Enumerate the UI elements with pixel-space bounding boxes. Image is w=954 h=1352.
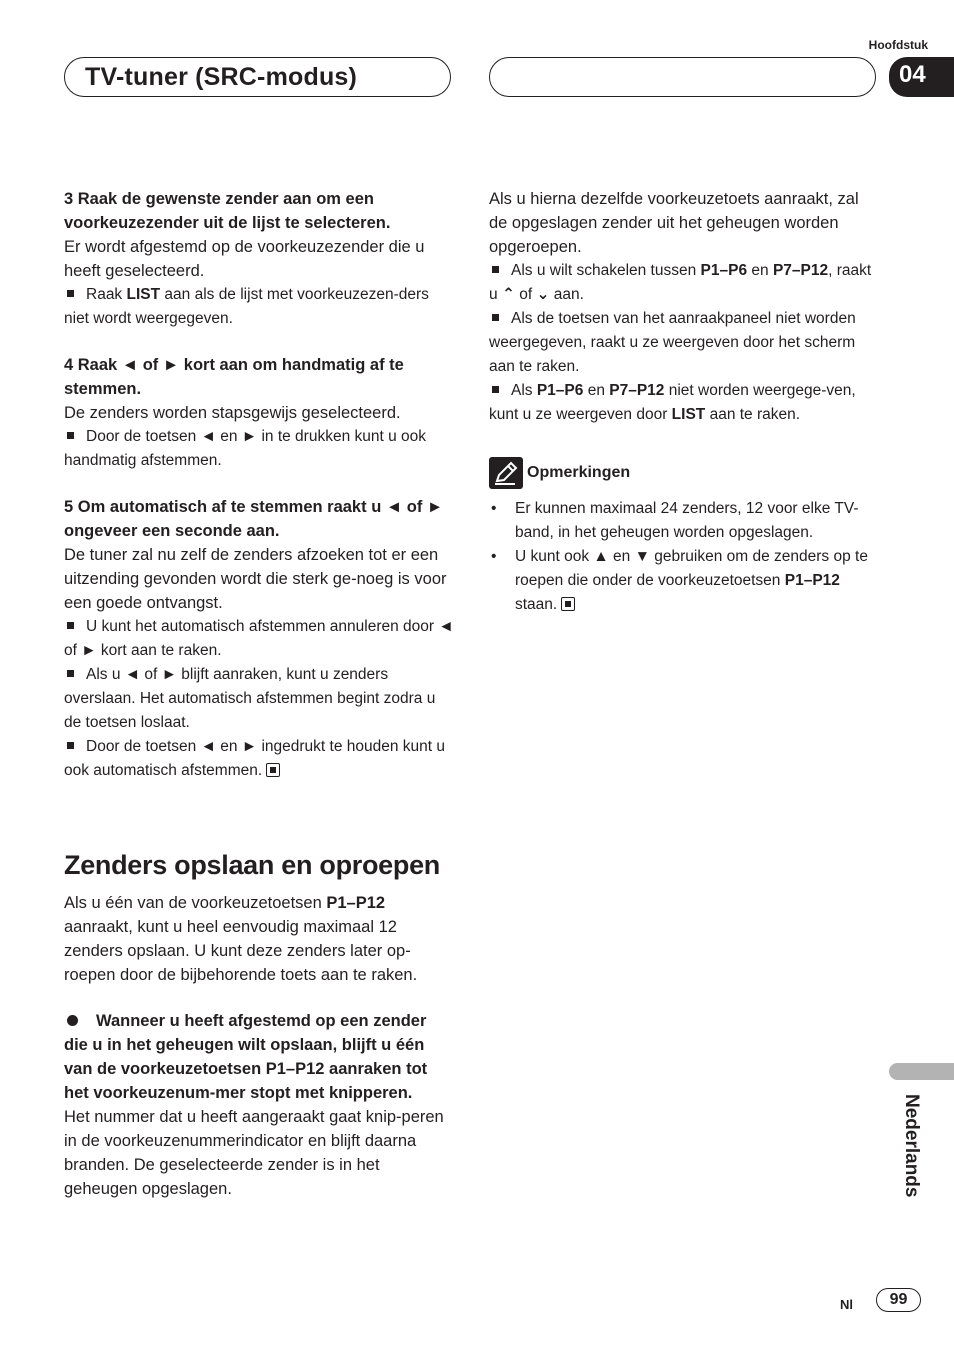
language-label: Nederlands xyxy=(901,1094,922,1198)
right-note-2: Als de toetsen van het aanraakpaneel niet worden weergegeven, raakt u ze weergeven door het scherm aan te raken. xyxy=(489,310,856,375)
step5-note-2: Als u ◄ of ► blijft aanraken, kunt u zenders overslaan. Het automatisch afstemmen begint zodra u de toetsen loslaat. xyxy=(64,666,436,731)
step5-note-3: Door de toetsen ◄ en ► ingedrukt te houden kunt u ook automatisch afstemmen. xyxy=(64,738,445,779)
page-number: 99 xyxy=(876,1288,921,1312)
step4-note: Door de toetsen ◄ en ► in te drukken kunt u ook handmatig afstemmen. xyxy=(64,428,427,469)
chapter-title: TV-tuner (SRC-modus) xyxy=(85,63,358,91)
round-bullet-icon xyxy=(67,1015,78,1026)
chapter-title-box xyxy=(64,57,451,97)
square-bullet-icon xyxy=(67,670,74,677)
language-code: Nl xyxy=(840,1297,853,1312)
step3-note: Raak LIST aan als de lijst met voorkeuzezen-ders niet wordt weergegeven. xyxy=(64,286,429,327)
end-mark-icon xyxy=(561,597,575,611)
double-chevron-down-icon: ⌄ xyxy=(536,286,550,303)
section-body xyxy=(64,891,454,1201)
section-intro: Als u één van de voorkeuzetoetsen P1–P12 aanraakt, kunt u heel eenvoudig maximaal 12 zenders opslaan. U kunt deze zenders later op-roepen door de bijbehorende toets aan te raken. xyxy=(64,894,418,984)
square-bullet-icon xyxy=(492,314,499,321)
notes-bullet-2: • U kunt ook ▲ en ▼ gebruiken om de zenders op te roepen die onder de voorkeuzetoetsen P1–P12 staan. xyxy=(489,545,879,617)
square-bullet-icon xyxy=(67,742,74,749)
double-chevron-up-icon: ⌃ xyxy=(501,286,515,303)
step5-title: 5 Om automatisch af te stemmen raakt u ◄ of ► ongeveer een seconde aan. xyxy=(64,498,444,540)
right-column xyxy=(489,187,879,617)
right-para-1: Als u hierna dezelfde voorkeuzetoets aanraakt, zal de opgeslagen zender uit het geheugen worden opgeroepen. xyxy=(489,190,859,256)
notes-bullet-1: • Er kunnen maximaal 24 zenders, 12 voor elke TV-band, in het geheugen worden opgeslagen. xyxy=(489,497,879,545)
section-bullet-title: Wanneer u heeft afgestemd op een zender die u in het geheugen wilt opslaan, blijft u één van de voorkeuzetoetsen P1–P12 aanraken tot het voorkeuzenum-mer stopt met knipperen. xyxy=(64,1012,428,1102)
right-note-1: Als u wilt schakelen tussen P1–P6 en P7–P12, raakt u ⌃ of ⌄ aan. xyxy=(489,262,872,303)
step5-text: De tuner zal nu zelf de zenders afzoeken tot er een uitzending gevonden wordt die sterk ge-noeg is voor een goede ontvangst. xyxy=(64,546,447,612)
square-bullet-icon xyxy=(67,290,74,297)
section-title: Zenders opslaan en oproepen xyxy=(64,850,440,880)
step3-text: Er wordt afgestemd op de voorkeuzezender die u heeft geselecteerd. xyxy=(64,238,425,280)
step4-text: De zenders worden stapsgewijs geselecteerd. xyxy=(64,404,401,422)
chapter-label: Hoofdstuk xyxy=(868,38,928,52)
step3-title: 3 Raak de gewenste zender aan om een voorkeuzezender uit de lijst te selecteren. xyxy=(64,190,391,232)
pencil-note-icon xyxy=(489,457,523,489)
section-bullet-text: Het nummer dat u heeft aangeraakt gaat knip-peren in de voorkeuzenummerindicator en blijft daarna branden. De geselecteerde zender is in het geheugen opgeslagen. xyxy=(64,1108,444,1198)
left-column xyxy=(64,187,454,783)
chapter-number: 04 xyxy=(889,57,954,97)
notes-heading: Opmerkingen xyxy=(489,457,879,489)
square-bullet-icon xyxy=(492,386,499,393)
step4-title: 4 Raak ◄ of ► kort aan om handmatig af te stemmen. xyxy=(64,356,404,398)
right-note-3: Als P1–P6 en P7–P12 niet worden weergege-ven, kunt u ze weergeven door LIST aan te raken. xyxy=(489,382,856,423)
square-bullet-icon xyxy=(492,266,499,273)
square-bullet-icon xyxy=(67,622,74,629)
square-bullet-icon xyxy=(67,432,74,439)
header-empty-box xyxy=(489,57,876,97)
step5-note-1: U kunt het automatisch afstemmen annuleren door ◄ of ► kort aan te raken. xyxy=(64,618,454,659)
language-tab xyxy=(889,1063,954,1080)
end-mark-icon xyxy=(266,763,280,777)
